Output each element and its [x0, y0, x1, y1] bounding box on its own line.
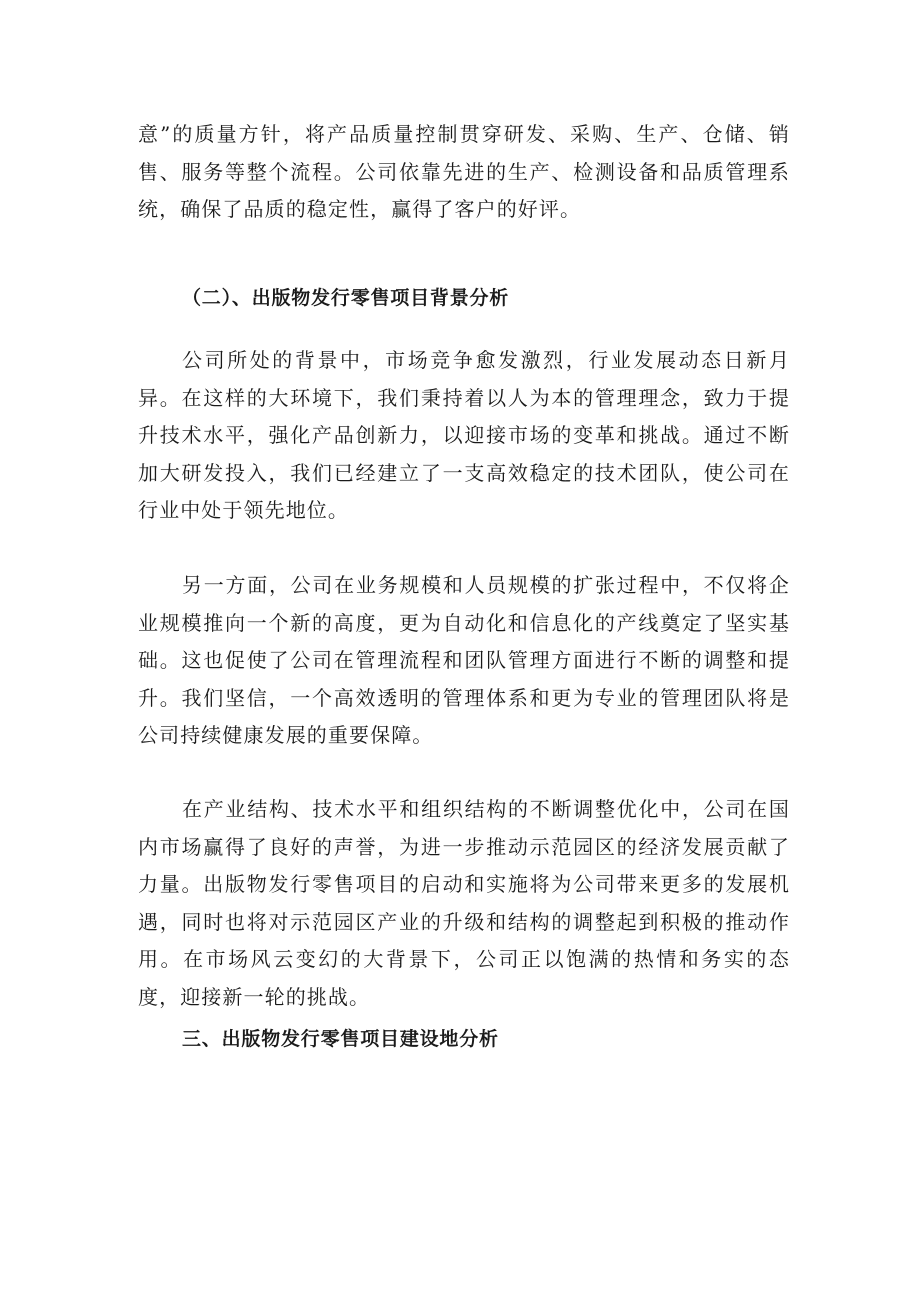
paragraph-quality-policy: 意”的质量方针，将产品质量控制贯穿研发、采购、生产、仓储、销售、服务等整个流程。公司依靠先进的生产、检测设备和品质管理系统，确保了品质的稳定性，赢得了客户的好评。 — [138, 122, 790, 221]
paragraph-company-background: 公司所处的背景中，市场竞争愈发激烈，行业发展动态日新月异。在这样的大环境下，我们秉持着以人为本的管理理念，致力于提升技术水平，强化产品创新力，以迎接市场的变革和挑战。通过不断加大研发投入，我们已经建立了一支高效稳定的技术团队，使公司在行业中处于领先地位。 — [138, 348, 790, 522]
section-heading-background-analysis: （二）、出版物发行零售项目背景分析 — [182, 287, 510, 309]
section-heading-site-analysis: 三、出版物发行零售项目建设地分析 — [182, 1028, 499, 1050]
paragraph-industry-structure: 在产业结构、技术水平和组织结构的不断调整优化中，公司在国内市场赢得了良好的声誉，为进一步推动示范园区的经济发展贡献了力量。出版物发行零售项目的启动和实施将为公司带来更多的发展机遇，同时也将对示范园区产业的升级和结构的调整起到积极的推动作用。在市场风云变幻的大背景下，公司正以饱满的热情和务实的态度，迎接新一轮的挑战。 — [138, 797, 790, 1009]
paragraph-expansion: 另一方面，公司在业务规模和人员规模的扩张过程中，不仅将企业规模推向一个新的高度，更为自动化和信息化的产线奠定了坚实基础。这也促使了公司在管理流程和团队管理方面进行不断的调整和提升。我们坚信，一个高效透明的管理体系和更为专业的管理团队将是公司持续健康发展的重要保障。 — [138, 573, 790, 747]
